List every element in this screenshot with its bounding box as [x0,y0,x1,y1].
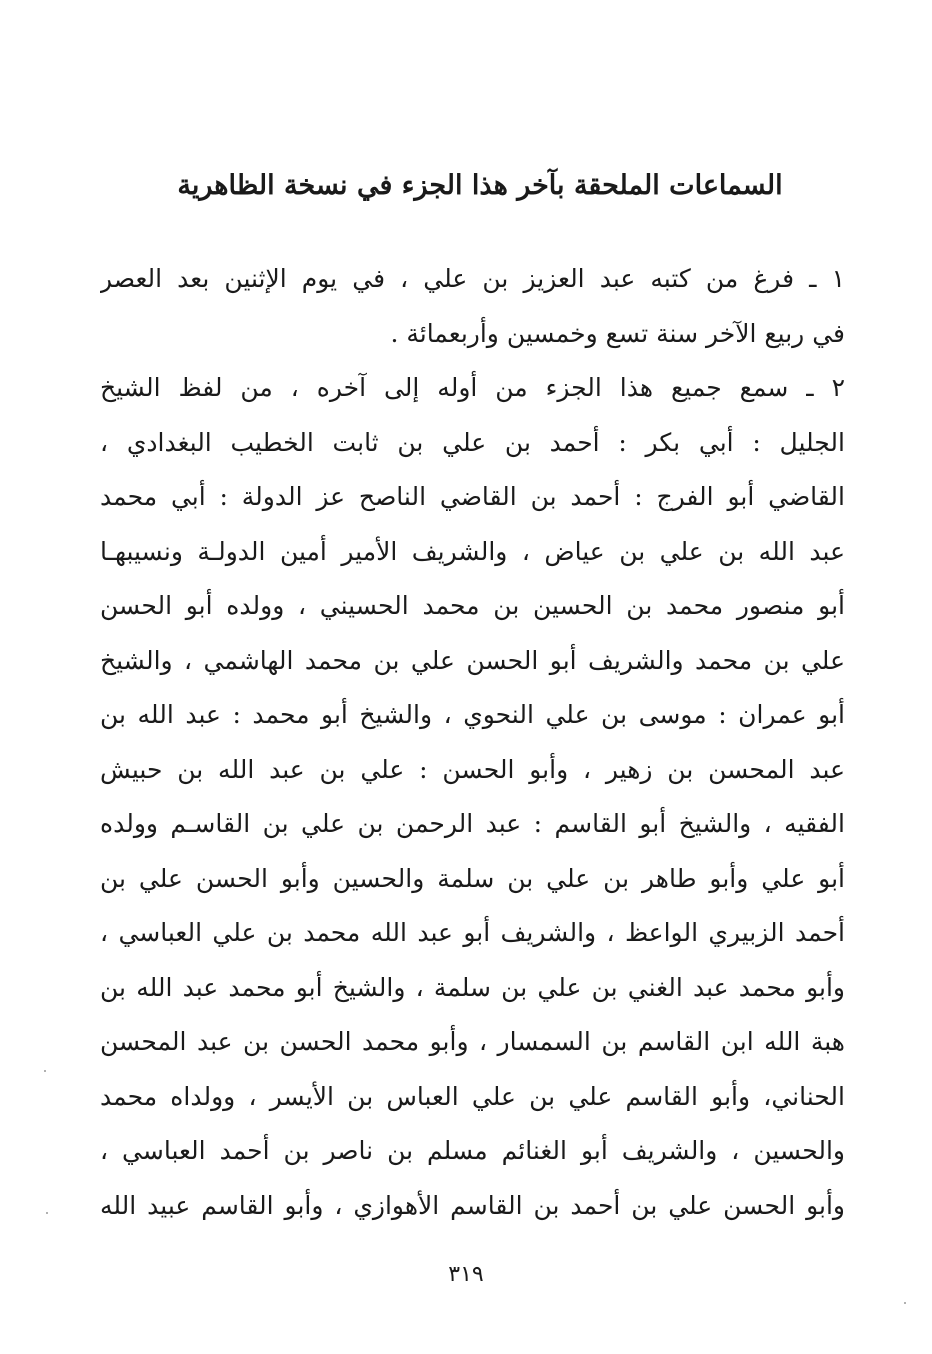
text-line: أبو علي وأبو طاهر بن علي بن سلمة والحسين وأبو الحسن علي بن [100,863,845,893]
text-line: الفقيه ، والشيخ أبو القاسم : عبد الرحمن بن علي بن القاسـم وولده [100,809,845,838]
scan-speck [904,1302,906,1304]
text-line: في ربيع الآخر سنة تسع وخمسين وأربعمائة . [390,318,845,348]
text-line: الحناني، وأبو القاسم علي بن علي العباس بن الأيسر ، وولداه محمد [100,1081,845,1111]
text-line: أحمد الزبيري الواعظ ، والشريف أبو عبد الله محمد بن علي العباسي ، [100,918,845,947]
text-line: والحسين ، والشريف أبو الغنائم مسلم بن ناصر بن أحمد العباسي ، [100,1136,845,1165]
text-line: الجليل : أبي بكر : أحمد بن علي بن ثابت الخطيب البغدادي ، [100,427,845,457]
section-heading: السماعات الملحقة بآخر هذا الجزء في نسخة الظاهرية [177,170,783,201]
text-line: هبة الله ابن القاسم بن السمسار ، وأبو محمد الحسن بن عبد المحسن [100,1027,845,1056]
text-line: أبو منصور محمد بن الحسين بن محمد الحسيني ، وولده أبو الحسن [100,591,845,620]
text-line: أبو عمران : موسى بن علي النحوي ، والشيخ أبو محمد : عبد الله بن [100,700,845,729]
text-line: ٢ ـ سمع جميع هذا الجزء من أوله إلى آخره ، من لفظ الشيخ [100,373,845,402]
text-line: علي بن محمد والشريف أبو الحسن علي بن محمد الهاشمي ، والشيخ [100,645,845,675]
scan-speck [46,1212,48,1214]
text-line: القاضي أبو الفرج : أحمد بن القاضي الناصح عز الدولة : أبي محمد [100,482,845,511]
body-text [100,252,845,1233]
text-line: وأبو الحسن علي بن أحمد بن القاسم الأهوازي ، وأبو القاسم عبيد الله [100,1190,845,1220]
page-number: ٣١٩ [448,1262,484,1287]
scan-speck [44,1070,46,1072]
text-line: وأبو محمد عبد الغني بن علي بن سلمة ، والشيخ أبو محمد عبد الله بن [100,972,845,1002]
text-line: عبد المحسن بن زهير ، وأبو الحسن : علي بن عبد الله بن حبيش [100,754,845,784]
text-line: عبد الله بن علي بن عياض ، والشريف الأمير أمين الدولـة ونسيبهـا [100,536,845,566]
text-line: ١ ـ فرغ من كتبه عبد العزيز بن علي ، في يوم الإثنين بعد العصر [100,264,845,293]
